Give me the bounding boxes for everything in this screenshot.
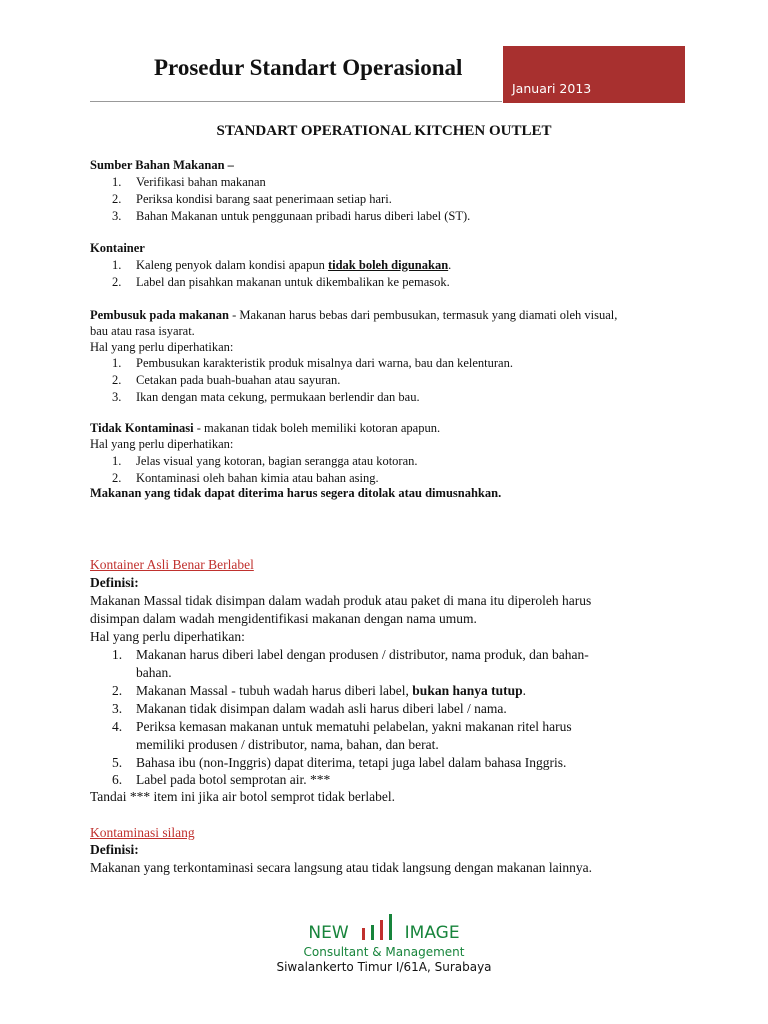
- section-heading-sumber: Sumber Bahan Makanan –: [90, 158, 234, 172]
- list-item: 2. Periksa kondisi barang saat penerimaan setiap hari.: [112, 192, 392, 206]
- definition-label: Definisi:: [90, 842, 139, 857]
- section-heading-kontainer: Kontainer: [90, 241, 145, 255]
- conclusion-text: Makanan yang tidak dapat diterima harus segera ditolak atau dimusnahkan.: [90, 486, 502, 500]
- list-item: 3. Bahan Makanan untuk penggunaan pribadi harus diberi label (ST).: [112, 209, 471, 223]
- list-item: 2. Cetakan pada buah-buahan atau sayuran.: [112, 373, 341, 387]
- section-kontaminasi-intro: Tidak Kontaminasi - makanan tidak boleh memiliki kotoran apapun.: [90, 421, 441, 435]
- definition-text: Makanan yang terkontaminasi secara langsung atau tidak langsung dengan makanan lainnya.: [90, 860, 592, 875]
- list-item: 5. Bahasa ibu (non-Inggris) dapat diterima, tetapi juga label dalam bahasa Inggris.: [112, 755, 567, 770]
- section-pembusuk-intro: Pembusuk pada makanan - Makanan harus bebas dari pembusukan, termasuk yang diamati oleh visual,: [90, 308, 618, 322]
- brand-tagline: Consultant & Management: [303, 945, 465, 959]
- list-item: 6. Label pada botol semprotan air. ***: [112, 772, 331, 787]
- note-label: Hal yang perlu diperhatikan:: [90, 629, 245, 644]
- definition-text: Makanan Massal tidak disimpan dalam wadah produk atau paket di mana itu diperoleh harus: [90, 593, 592, 608]
- list-item-cont: bahan.: [136, 665, 172, 680]
- list-item: 2. Makanan Massal - tubuh wadah harus diberi label, bukan hanya tutup.: [112, 683, 526, 698]
- note-label: Hal yang perlu diperhatikan:: [90, 437, 234, 451]
- list-item-cont: memiliki produsen / distributor, nama, bahan, dan berat.: [136, 737, 439, 752]
- list-item: 1. Verifikasi bahan makanan: [112, 175, 266, 189]
- list-item: 4. Periksa kemasan makanan untuk mematuhi pelabelan, yakni makanan ritel harus: [112, 719, 572, 734]
- document-title: STANDART OPERATIONAL KITCHEN OUTLET: [216, 123, 552, 139]
- section-heading-kontaminasi-silang: Kontaminasi silang: [90, 825, 195, 840]
- note-label: Hal yang perlu diperhatikan:: [90, 340, 234, 354]
- footnote-text: Tandai *** item ini jika air botol semprot tidak berlabel.: [90, 789, 395, 804]
- list-item: 3. Ikan dengan mata cekung, permukaan berlendir dan bau.: [112, 390, 420, 404]
- page-title: Prosedur Standart Operasional: [90, 50, 502, 102]
- header-date: Januari 2013: [512, 81, 592, 96]
- logo-bars-icon: [359, 914, 395, 940]
- list-item: 1. Pembusukan karakteristik produk misalnya dari warna, bau dan kelenturan.: [112, 356, 513, 370]
- list-item: 1. Makanan harus diberi label dengan produsen / distributor, nama produk, dan bahan-: [112, 647, 589, 662]
- list-item: 3. Makanan tidak disimpan dalam wadah asli harus diberi label / nama.: [112, 701, 507, 716]
- brand-left-text: NEW: [308, 923, 349, 943]
- company-address: Siwalankerto Timur I/61A, Surabaya: [276, 960, 492, 974]
- list-item: 1. Jelas visual yang kotoran, bagian serangga atau kotoran.: [112, 454, 418, 468]
- list-item: 1. Kaleng penyok dalam kondisi apapun tidak boleh digunakan.: [112, 258, 452, 272]
- definition-text-cont: disimpan dalam wadah mengidentifikasi makanan dengan nama umum.: [90, 611, 477, 626]
- brand-logo: [0, 915, 768, 943]
- list-item: 2. Kontaminasi oleh bahan kimia atau bahan asing.: [112, 471, 379, 485]
- section-pembusuk-intro-cont: bau atau rasa isyarat.: [90, 324, 195, 338]
- definition-label: Definisi:: [90, 575, 139, 590]
- list-item: 2. Label dan pisahkan makanan untuk dikembalikan ke pemasok.: [112, 275, 450, 289]
- brand-right-text: IMAGE: [404, 923, 460, 943]
- footer: [0, 915, 768, 974]
- section-heading-kontainer-asli: Kontainer Asli Benar Berlabel: [90, 557, 254, 572]
